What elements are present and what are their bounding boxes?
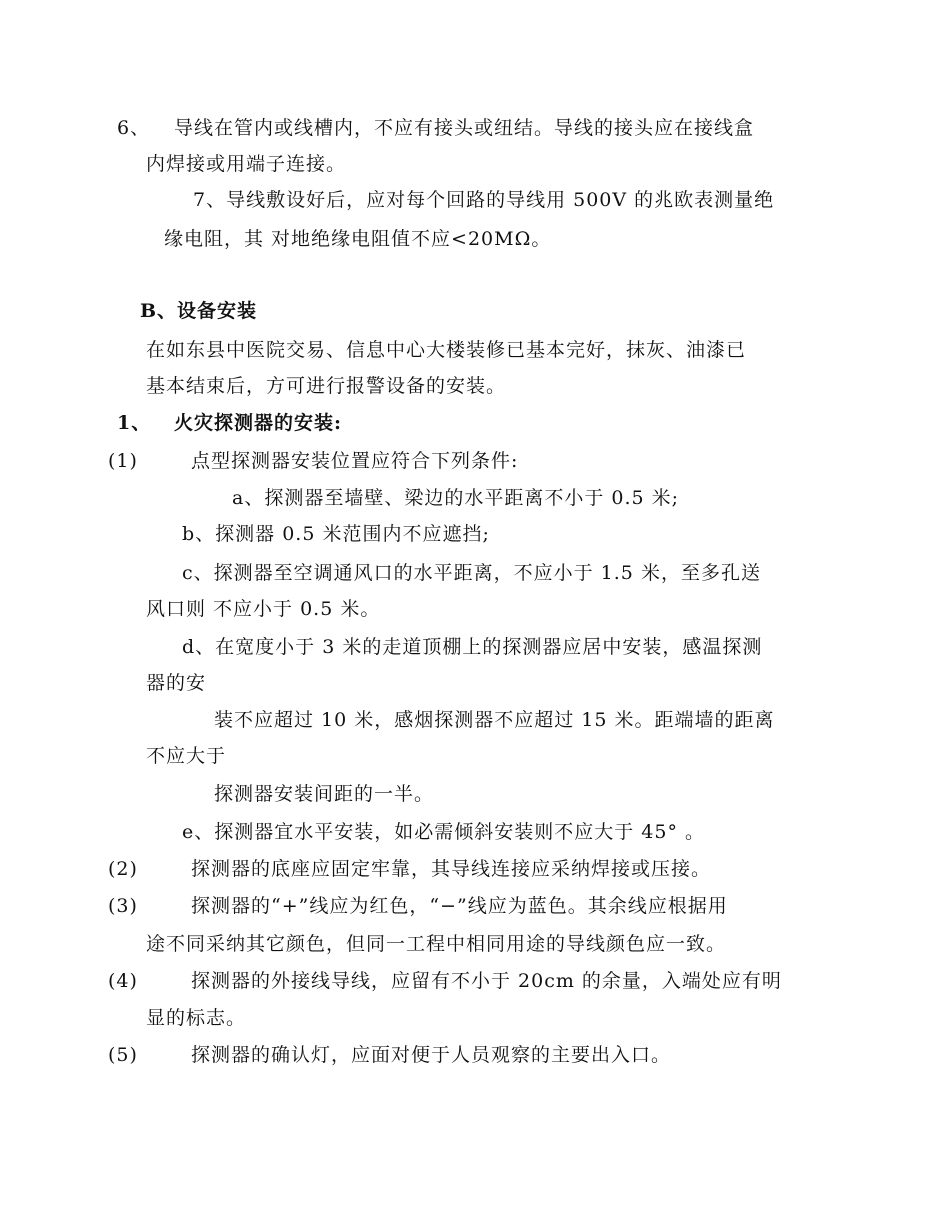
item6-line2: 内焊接或用端子连接。 [146,153,347,175]
sub1-b: b、探测器 0.5 米范围内不应遮挡; [182,523,490,545]
section-b-paragraph-line1: 在如东县中医院交易、信息中心大楼装修已基本完好，抹灰、油漆已 [146,339,747,361]
section-b-heading: B、设备安装 [140,300,258,322]
sub3-line1: 探测器的“+”线应为红色，“−”线应为蓝色。其余线应根据用 [191,895,728,917]
sub4-number: (4) [108,970,138,992]
sub3-line2: 途不同采纳其它颜色，但同一工程中相同用途的导线颜色应一致。 [146,933,727,955]
sub1-d-line1: d、在宽度小于 3 米的走道顶棚上的探测器应居中安装，感温探测 [182,636,763,658]
sub1-a: a、探测器至墙壁、梁边的水平距离不小于 0.5 米; [232,487,680,509]
item1-number: 1、 [117,412,152,434]
sub1-c-line1: c、探测器至空调通风口的水平距离，不应小于 1.5 米，至多孔送 [182,562,761,584]
sub3-number: (3) [108,895,138,917]
sub1-d-line5: 探测器安装间距的一半。 [214,783,435,805]
item1-title: 火灾探测器的安装: [174,412,343,434]
sub1-number: (1) [108,450,138,472]
sub1-d-line3: 装不应超过 10 米，感烟探测器不应超过 15 米。距端墙的距离 [214,709,775,731]
sub4-line1: 探测器的外接线导线，应留有不小于 20cm 的余量，入端处应有明 [191,970,782,992]
sub1-d-line2: 器的安 [146,672,207,694]
item6-number: 6、 [117,117,151,139]
item7-line2: 缘电阻，其 对地绝缘电阻值不应<20MΩ。 [164,228,552,250]
sub1-text: 点型探测器安装位置应符合下列条件: [191,450,519,472]
sub2-number: (2) [108,858,138,880]
sub1-d-line4: 不应大于 [146,745,227,767]
sub1-e: e、探测器宜水平安装，如必需倾斜安装则不应大于 45° 。 [182,821,706,843]
item7-line1: 7、导线敷设好后，应对每个回路的导线用 500V 的兆欧表测量绝 [193,189,775,211]
sub5-number: (5) [108,1044,138,1066]
sub2-text: 探测器的底座应固定牢靠，其导线连接应采纳焊接或压接。 [191,858,712,880]
sub4-line2: 显的标志。 [146,1007,247,1029]
item6-line1: 导线在管内或线槽内，不应有接头或纽结。导线的接头应在接线盒 [174,117,755,139]
section-b-paragraph-line2: 基本结束后，方可进行报警设备的安装。 [146,375,507,397]
sub5-text: 探测器的确认灯，应面对便于人员观察的主要出入口。 [191,1044,672,1066]
sub1-c-line2: 风口则 不应小于 0.5 米。 [146,598,381,620]
